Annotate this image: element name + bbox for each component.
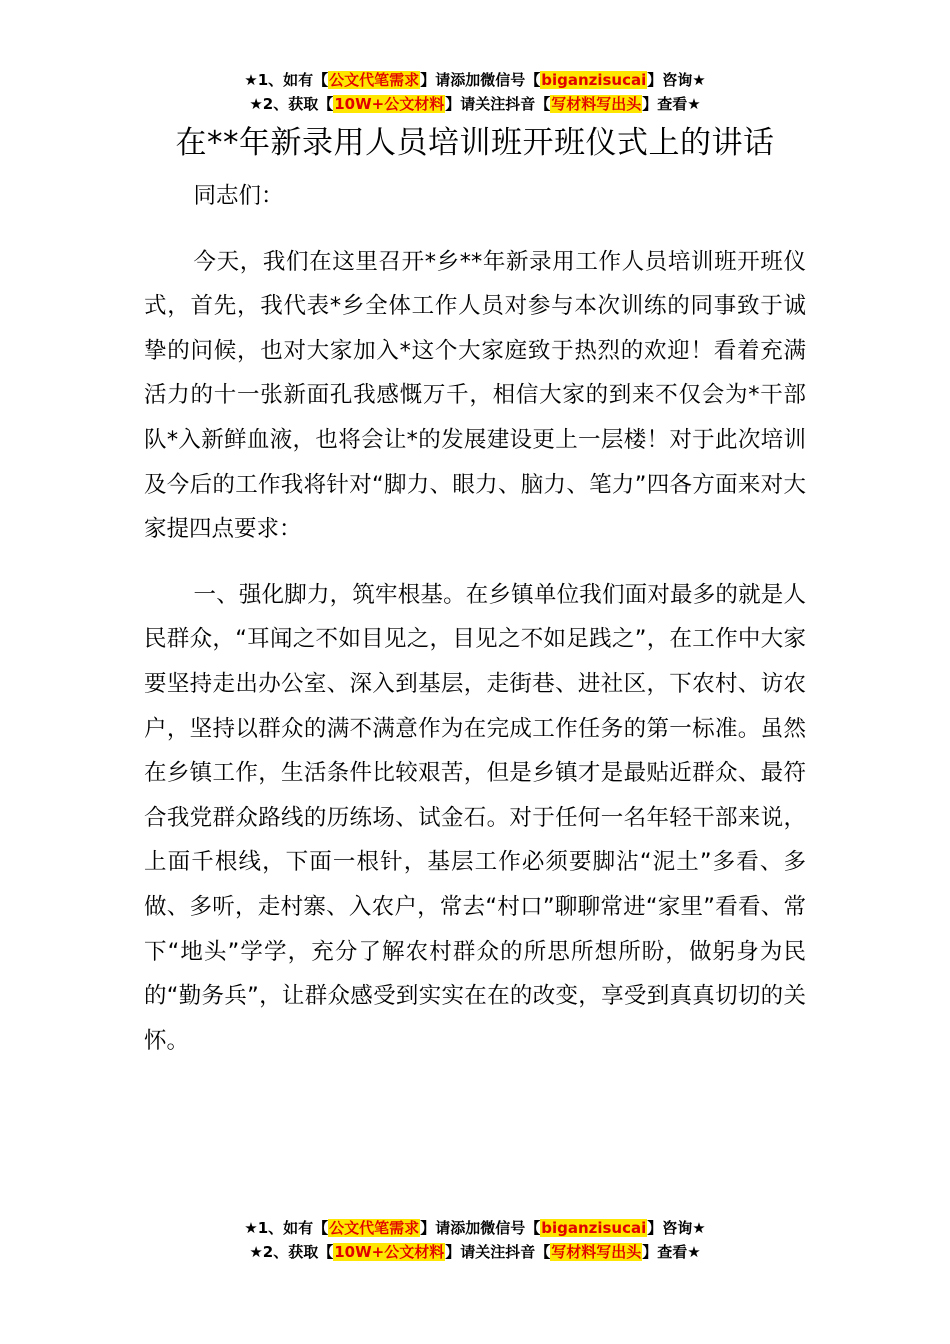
- promo-line-2-middle: 】请关注抖音【: [445, 95, 551, 113]
- footer-promo-line-1-prefix: ★1、如有【: [244, 1219, 329, 1237]
- footer-promo-line-1: [0, 1216, 950, 1240]
- document-body: [144, 174, 806, 1084]
- promo-line-2: [0, 92, 950, 116]
- footer-promo-highlight-service: 公文代笔需求: [329, 1219, 420, 1237]
- header-promo-banner: [0, 68, 950, 116]
- footer-promo-highlight-douyin-account: 写材料写出头: [551, 1243, 642, 1261]
- footer-promo-line-2: [0, 1240, 950, 1264]
- paragraph-section-1: 一、强化脚力，筑牢根基。在乡镇单位我们面对最多的就是人民群众，“耳闻之不如目见之，目见之不如足践之”，在工作中大家要坚持走出办公室、深入到基层，走街巷、进社区，下农村、访农户，坚持以群众的满不满意作为在完成工作任务的第一标准。虽然在乡镇工作，生活条件比较艰苦，但是乡镇才是最贴近群众、最符合我党群众路线的历练场、试金石。对于任何一名年轻干部来说，上面千根线，下面一根针，基层工作必须要脚沾“泥土”多看、多做、多听，走村寨、入农户，常去“村口”聊聊常进“家里”看看、常下“地头”学学，充分了解农村群众的所思所想所盼，做躬身为民的“勤务兵”，让群众感受到实实在在的改变，享受到真真切切的关怀。: [144, 581, 806, 1054]
- footer-promo-highlight-wechat-id: biganzisucai: [541, 1219, 647, 1237]
- promo-highlight-wechat-id: biganzisucai: [541, 71, 647, 89]
- footer-promo-banner: [0, 1216, 950, 1264]
- promo-line-2-prefix: ★2、获取【: [249, 95, 334, 113]
- footer-promo-line-2-prefix: ★2、获取【: [249, 1243, 334, 1261]
- footer-promo-line-2-middle: 】请关注抖音【: [445, 1243, 551, 1261]
- footer-promo-highlight-materials: 10W+公文材料: [334, 1243, 445, 1261]
- promo-line-1-prefix: ★1、如有【: [244, 71, 329, 89]
- promo-highlight-service: 公文代笔需求: [329, 71, 420, 89]
- promo-line-1-middle: 】请添加微信号【: [420, 71, 541, 89]
- promo-line-1: [0, 68, 950, 92]
- footer-promo-line-1-middle: 】请添加微信号【: [420, 1219, 541, 1237]
- promo-line-2-suffix: 】查看★: [642, 95, 701, 113]
- footer-promo-line-2-suffix: 】查看★: [642, 1243, 701, 1261]
- promo-line-1-suffix: 】咨询★: [647, 71, 706, 89]
- promo-highlight-materials: 10W+公文材料: [334, 95, 445, 113]
- document-title: 在**年新录用人员培训班开班仪式上的讲话: [175, 125, 775, 161]
- footer-promo-line-1-suffix: 】咨询★: [647, 1219, 706, 1237]
- salutation: 同志们：: [193, 183, 284, 209]
- promo-highlight-douyin-account: 写材料写出头: [551, 95, 642, 113]
- paragraph-intro: 今天，我们在这里召开*乡**年新录用工作人员培训班开班仪式，首先，我代表*乡全体工作人员对参与本次训练的同事致于诚挚的问候，也对大家加入*这个大家庭致于热烈的欢迎！看着充满活力的十一张新面孔我感慨万千，相信大家的到来不仅会为*干部队*入新鲜血液，也将会让*的发展建设更上一层楼！对于此次培训及今后的工作我将针对“脚力、眼力、脑力、笔力”四各方面来对大家提四点要求：: [144, 248, 806, 543]
